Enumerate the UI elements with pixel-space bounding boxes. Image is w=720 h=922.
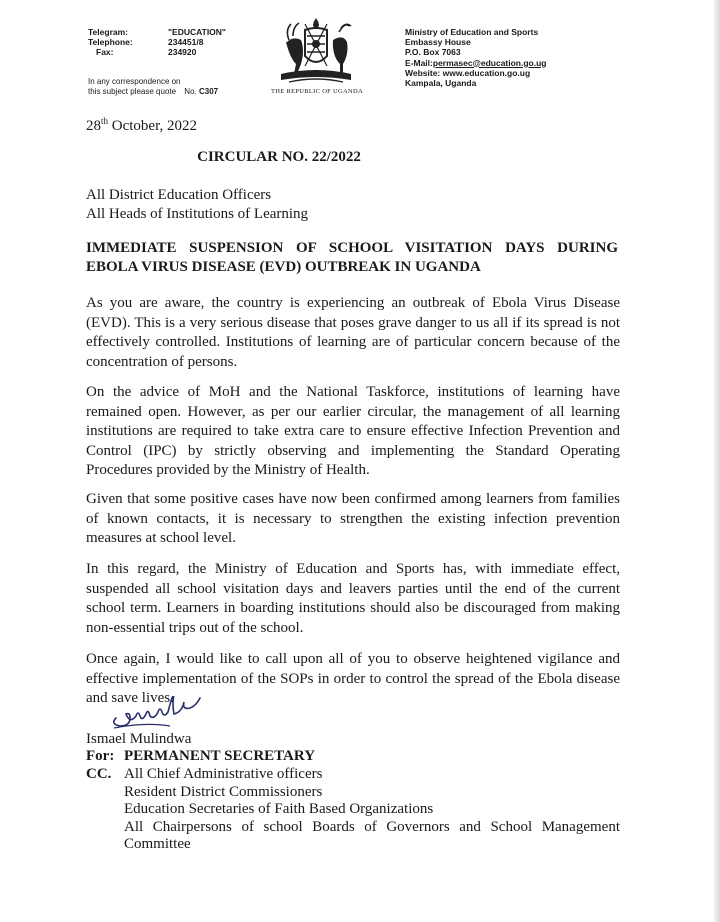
fax-row xyxy=(88,47,226,57)
date-rest: October, 2022 xyxy=(108,118,197,134)
reference-no-value: C307 xyxy=(198,87,219,96)
ministry-name: Ministry of Education and Sports xyxy=(405,27,539,37)
fax-value: 234920 xyxy=(168,47,197,57)
paragraph-3: Given that some positive cases have now been confirmed among learners from families of known contacts, it is necessary to strengthen the existing infection prevention measures at school level. xyxy=(86,491,620,546)
cc-list xyxy=(86,766,620,854)
crest-caption: THE REPUBLIC OF UGANDA xyxy=(270,88,363,95)
ministry-house: Embassy House xyxy=(405,37,471,48)
reference-line-1: In any correspondence on xyxy=(88,77,181,86)
telegram-row xyxy=(88,27,226,37)
reference-line-2-text: this subject please quote xyxy=(88,87,177,96)
telephone-value: 234451/8 xyxy=(168,37,204,47)
cc-label: CC. xyxy=(86,766,112,782)
cc-item: All Chairpersons of school Boards of Governors and School Management Committee xyxy=(124,818,620,852)
telephone-row xyxy=(88,37,226,47)
ministry-website: Website: www.education.go.ug xyxy=(405,67,531,78)
scan-edge-shadow xyxy=(714,0,720,922)
addressee-1: All District Education Officers xyxy=(86,187,272,203)
cc-item: Education Secretaries of Faith Based Organizations xyxy=(124,801,434,817)
date-suffix: th xyxy=(101,116,109,126)
paragraph-1: As you are aware, the country is experiencing an outbreak of Ebola Virus Disease (EVD). This is a very serious disease that poses grave danger to us all if its spread is not effectively controlled. Institutions of learning are of particular concern because of the concentration of persons. xyxy=(86,295,620,370)
handwritten-signature xyxy=(110,696,220,732)
cc-item: Resident District Commissioners xyxy=(124,783,323,800)
cc-item: All Chief Administrative officers xyxy=(124,766,323,782)
paragraph-4: In this regard, the Ministry of Education and Sports has, with immediate effect, suspended all school visitation days and leavers parties until the end of the current school term. Learners in boarding institutions should also be discouraged from making non-essential trips out of the school. xyxy=(86,561,620,636)
uganda-coat-of-arms-icon xyxy=(275,14,357,90)
ministry-address xyxy=(405,27,547,88)
circular-number: CIRCULAR NO. 22/2022 xyxy=(197,149,361,165)
signer-name: Ismael Mulindwa xyxy=(86,731,192,747)
telegram-value: "EDUCATION" xyxy=(168,27,226,37)
reference-no-label: No. xyxy=(184,87,197,96)
addressees xyxy=(86,186,308,224)
addressee-2: All Heads of Institutions of Learning xyxy=(86,206,309,222)
paragraph-5: Once again, I would like to call upon all of you to observe heightened vigilance and effective implementation of the SOPs in order to control the spread of the Ebola disease and save lives. xyxy=(86,651,620,706)
for-line xyxy=(86,748,315,765)
telegram-label: Telegram: xyxy=(88,27,128,37)
reference-line-2 xyxy=(88,87,218,97)
for-title: PERMANENT SECRETARY xyxy=(124,748,316,764)
letter-date xyxy=(86,116,197,135)
email-label: E-Mail: xyxy=(405,57,433,68)
paragraph-2: On the advice of MoH and the National Taskforce, institutions of learning have remained open. However, as per our earlier circular, the management of all learning institutions are required to take extra care to ensure effective Infection Prevention and Control (IPC) by strictly observing and implementing the Standard Operating Procedures provided by the Ministry of Health. xyxy=(86,384,620,478)
cc-block xyxy=(86,766,620,854)
ministry-box: P.O. Box 7063 xyxy=(405,47,461,58)
ministry-email-line xyxy=(405,58,547,68)
telephone-label: Telephone: xyxy=(88,37,133,47)
letterhead-contacts xyxy=(88,27,226,57)
email-link[interactable]: permasec@education.go.ug xyxy=(432,57,547,68)
reference-note xyxy=(88,77,218,97)
fax-label: Fax: xyxy=(96,47,114,57)
circular-title: IMMEDIATE SUSPENSION OF SCHOOL VISITATION DAYS DURING EBOLA VIRUS DISEASE (EVD) OUTBREAK IN UGANDA xyxy=(86,240,618,275)
date-day: 28 xyxy=(86,118,101,134)
for-label: For: xyxy=(86,748,115,764)
ministry-city: Kampala, Uganda xyxy=(405,78,477,89)
